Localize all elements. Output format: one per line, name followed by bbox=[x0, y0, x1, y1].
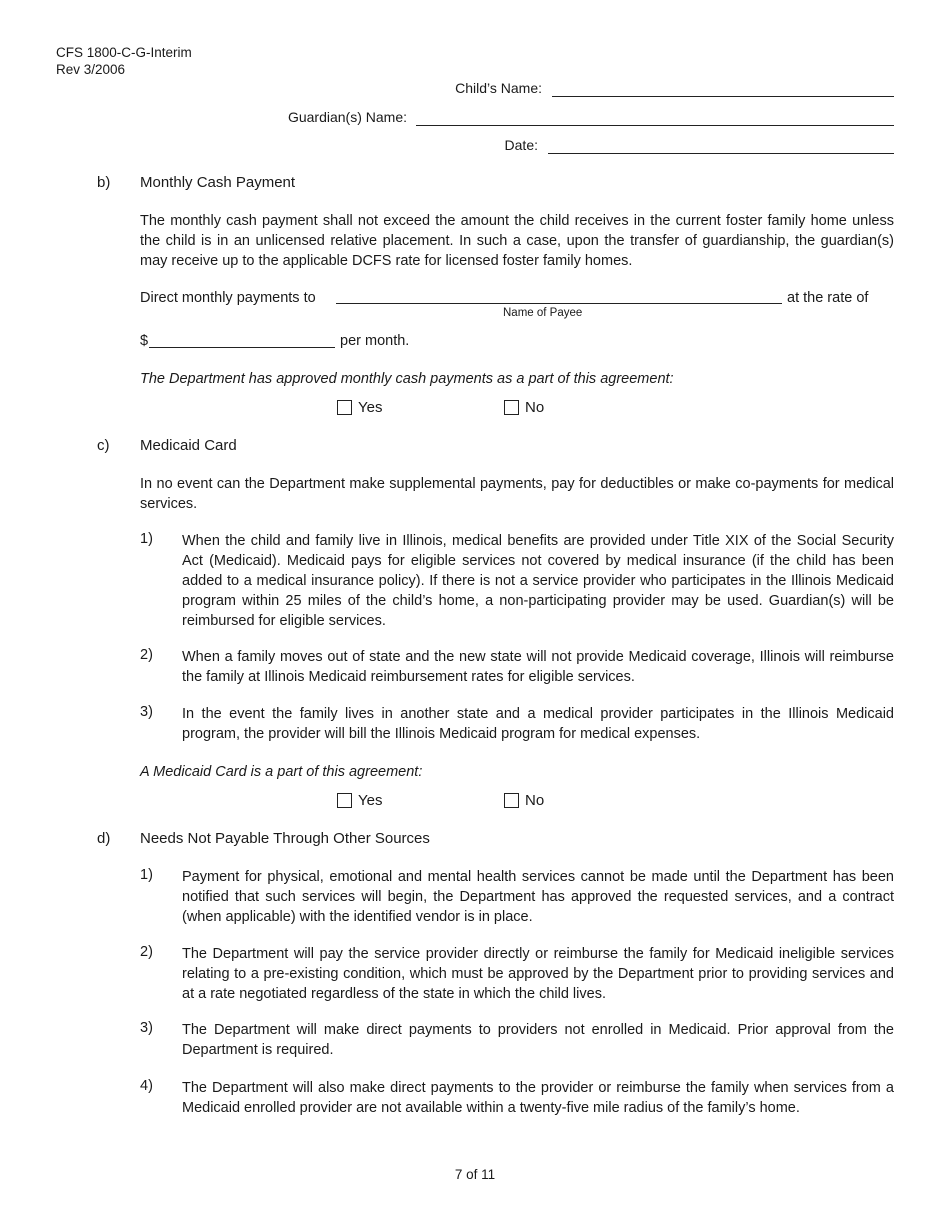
section-b-paragraph: The monthly cash payment shall not exceed the amount the child receives in the current foster family home unless the child is in an unlicensed relative placement. In such a case, upon the transfer of guardianship, the guardian(s) may receive up to the applicable DCFS rate for licensed foster family homes. bbox=[140, 213, 894, 269]
medicaid-yes-checkbox[interactable] bbox=[337, 793, 352, 808]
cash-yes-checkbox[interactable] bbox=[337, 400, 352, 415]
child-name-label: Child’s Name: bbox=[455, 80, 542, 96]
payee-name-field[interactable] bbox=[336, 303, 782, 304]
section-b-letter: b) bbox=[97, 174, 111, 191]
date-label: Date: bbox=[504, 137, 538, 153]
section-d-item-1-text: Payment for physical, emotional and mental health services cannot be made until the Department has been notified that such services will begin, the Department has approved the requested services, and a contract (when applicable) with the identified vendor is in place. bbox=[182, 869, 894, 925]
medicaid-approval-statement: A Medicaid Card is a part of this agreement: bbox=[140, 764, 423, 780]
section-d-item-3-number: 3) bbox=[140, 1020, 153, 1036]
section-d-item-1-number: 1) bbox=[140, 867, 153, 883]
cash-no-label: No bbox=[525, 399, 545, 416]
form-number: CFS 1800-C-G-Interim bbox=[56, 45, 192, 60]
per-month-label: per month. bbox=[340, 333, 410, 349]
section-c-letter: c) bbox=[97, 437, 110, 454]
cash-approval-statement: The Department has approved monthly cash payments as a part of this agreement: bbox=[140, 371, 674, 387]
medicaid-yes-label: Yes bbox=[358, 792, 383, 809]
section-d-letter: d) bbox=[97, 830, 111, 847]
section-d-item-2-number: 2) bbox=[140, 944, 153, 960]
form-revision: Rev 3/2006 bbox=[56, 62, 126, 77]
section-c-item-3-text: In the event the family lives in another state and a medical provider participates in the Illinois Medicaid program, the provider will bill the Illinois Medicaid program for medical expenses. bbox=[182, 706, 894, 742]
medicaid-no-label: No bbox=[525, 792, 545, 809]
payee-caption: Name of Payee bbox=[503, 307, 583, 319]
cash-yes-option[interactable] bbox=[337, 399, 382, 416]
section-c-item-2-text: When a family moves out of state and the new state will not provide Medicaid coverage, Illinois will reimburse the family at Illinois Medicaid reimbursement rates for eligible services. bbox=[182, 649, 894, 685]
medicaid-yes-option[interactable] bbox=[337, 792, 382, 809]
section-d-item-2-text: The Department will pay the service provider directly or reimburse the family for Medicaid ineligible services relating to a pre-existing condition, which must be approved by the Department prior to providing services and at a rate negotiated regardless of the state in which the child lives. bbox=[182, 946, 894, 1002]
section-d-item-4-number: 4) bbox=[140, 1078, 153, 1094]
dollar-sign: $ bbox=[140, 333, 149, 349]
section-b-title: Monthly Cash Payment bbox=[140, 174, 296, 191]
guardian-name-label: Guardian(s) Name: bbox=[287, 109, 407, 125]
medicaid-no-checkbox[interactable] bbox=[504, 793, 519, 808]
section-c-title: Medicaid Card bbox=[140, 437, 237, 454]
section-c-item-2-number: 2) bbox=[140, 647, 153, 663]
medicaid-no-option[interactable] bbox=[504, 792, 544, 809]
child-name-field[interactable] bbox=[552, 95, 894, 97]
section-c-paragraph: In no event can the Department make supplemental payments, pay for deductibles or make co-payments for medical services. bbox=[140, 476, 894, 512]
cash-yes-label: Yes bbox=[358, 399, 383, 416]
direct-payments-label: Direct monthly payments to bbox=[140, 290, 316, 306]
section-d-item-4-text: The Department will also make direct payments to the provider or reimburse the family when services from a Medicaid enrolled provider are not available within a twenty-five mile radius of the family’s home. bbox=[182, 1080, 894, 1116]
section-c-item-1-text: When the child and family live in Illinois, medical benefits are provided under Title XIX of the Social Security Act (Medicaid). Medicaid pays for eligible services not covered by medical insurance (if the child has been added to a medical insurance policy). If there is not a service provider who participates in the Illinois Medicaid program within 25 miles of the child’s home, a non-participating provider may be used. Guardian(s) will be reimbursed for eligible services. bbox=[182, 533, 894, 629]
date-field[interactable] bbox=[548, 152, 894, 154]
monthly-amount-field[interactable] bbox=[149, 347, 335, 348]
page-number: 7 of 11 bbox=[454, 1167, 496, 1182]
cash-no-checkbox[interactable] bbox=[504, 400, 519, 415]
cash-no-option[interactable] bbox=[504, 399, 544, 416]
rate-label: at the rate of bbox=[787, 290, 869, 306]
section-d-item-3-text: The Department will make direct payments to providers not enrolled in Medicaid. Prior approval from the Department is required. bbox=[182, 1022, 894, 1058]
section-d-title: Needs Not Payable Through Other Sources bbox=[140, 830, 430, 847]
guardian-name-field[interactable] bbox=[416, 124, 894, 126]
section-c-item-3-number: 3) bbox=[140, 704, 153, 720]
section-c-item-1-number: 1) bbox=[140, 531, 153, 547]
form-identifier bbox=[56, 44, 192, 78]
